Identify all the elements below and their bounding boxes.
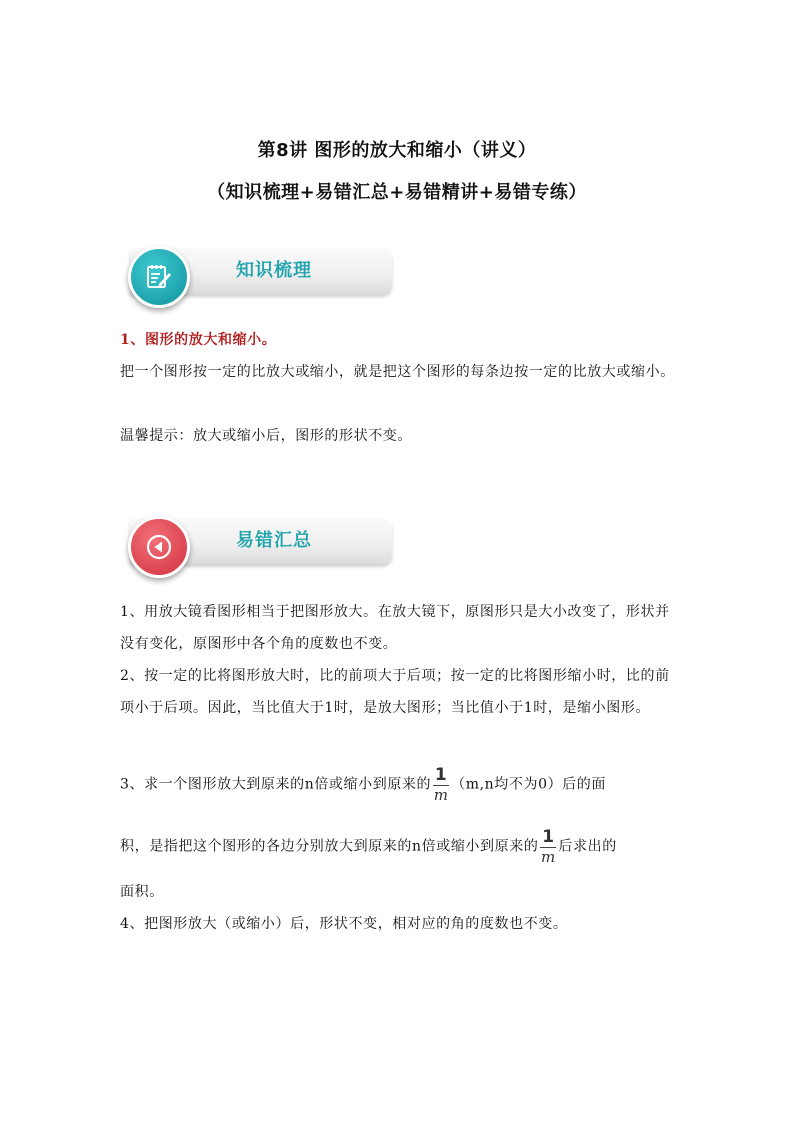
error-item-4: 4、把图形放大（或缩小）后，形状不变，相对应的角的度数也不变。 [120,916,568,932]
section1-paragraph: 把一个图形按一定的比放大或缩小，就是把这个图形的每条边按一定的比放大或缩小。 [120,364,675,380]
error-item-3-text: 积，是指把这个图形的各边分别放大到原来的n倍或缩小到原来的 [120,838,539,855]
section-banner-errors [122,516,390,576]
error-item-3-text: 后求出的 [558,838,617,855]
error-item-3-text: 3、求一个图形放大到原来的n倍或缩小到原来的 [120,776,432,793]
error-item-3-text: （m,n均不为0）后的面 [451,776,606,793]
banner-label: 易错汇总 [236,530,312,551]
error-item-3-line2 [120,828,680,865]
fraction-numerator: 1 [434,765,448,785]
section-banner-knowledge [122,246,390,306]
fraction-one-over-m [540,828,556,865]
banner-circle [128,516,190,578]
fraction-denominator: m [541,848,556,866]
error-item-2: 2、按一定的比将图形放大时，比的前项大于后项；按一定的比将图形缩小时，比的前项小于后项。因此，当比值大于1时，是放大图形；当比值小于1时，是缩小图形。 [120,668,670,716]
error-item-3-line1 [120,766,680,803]
fraction-denominator: m [433,786,449,804]
section1-note: 温馨提示：放大或缩小后，图形的形状不变。 [120,428,412,444]
error-item-3-line3: 面积。 [120,884,164,900]
section1-heading: 1、图形的放大和缩小。 [120,332,277,348]
fraction-one-over-m [433,766,449,803]
notepad-pen-icon [145,263,173,291]
banner-label: 知识梳理 [236,260,312,281]
play-back-icon [145,533,173,561]
fraction-numerator: 1 [542,827,555,847]
banner-circle [128,246,190,308]
page-title: 第8讲 图形的放大和缩小（讲义） [257,140,537,161]
page-subtitle: （知识梳理+易错汇总+易错精讲+易错专练） [207,182,587,203]
error-item-1: 1、用放大镜看图形相当于把图形放大。在放大镜下，原图形只是大小改变了，形状并没有变化，原图形中各个角的度数也不变。 [120,604,670,652]
